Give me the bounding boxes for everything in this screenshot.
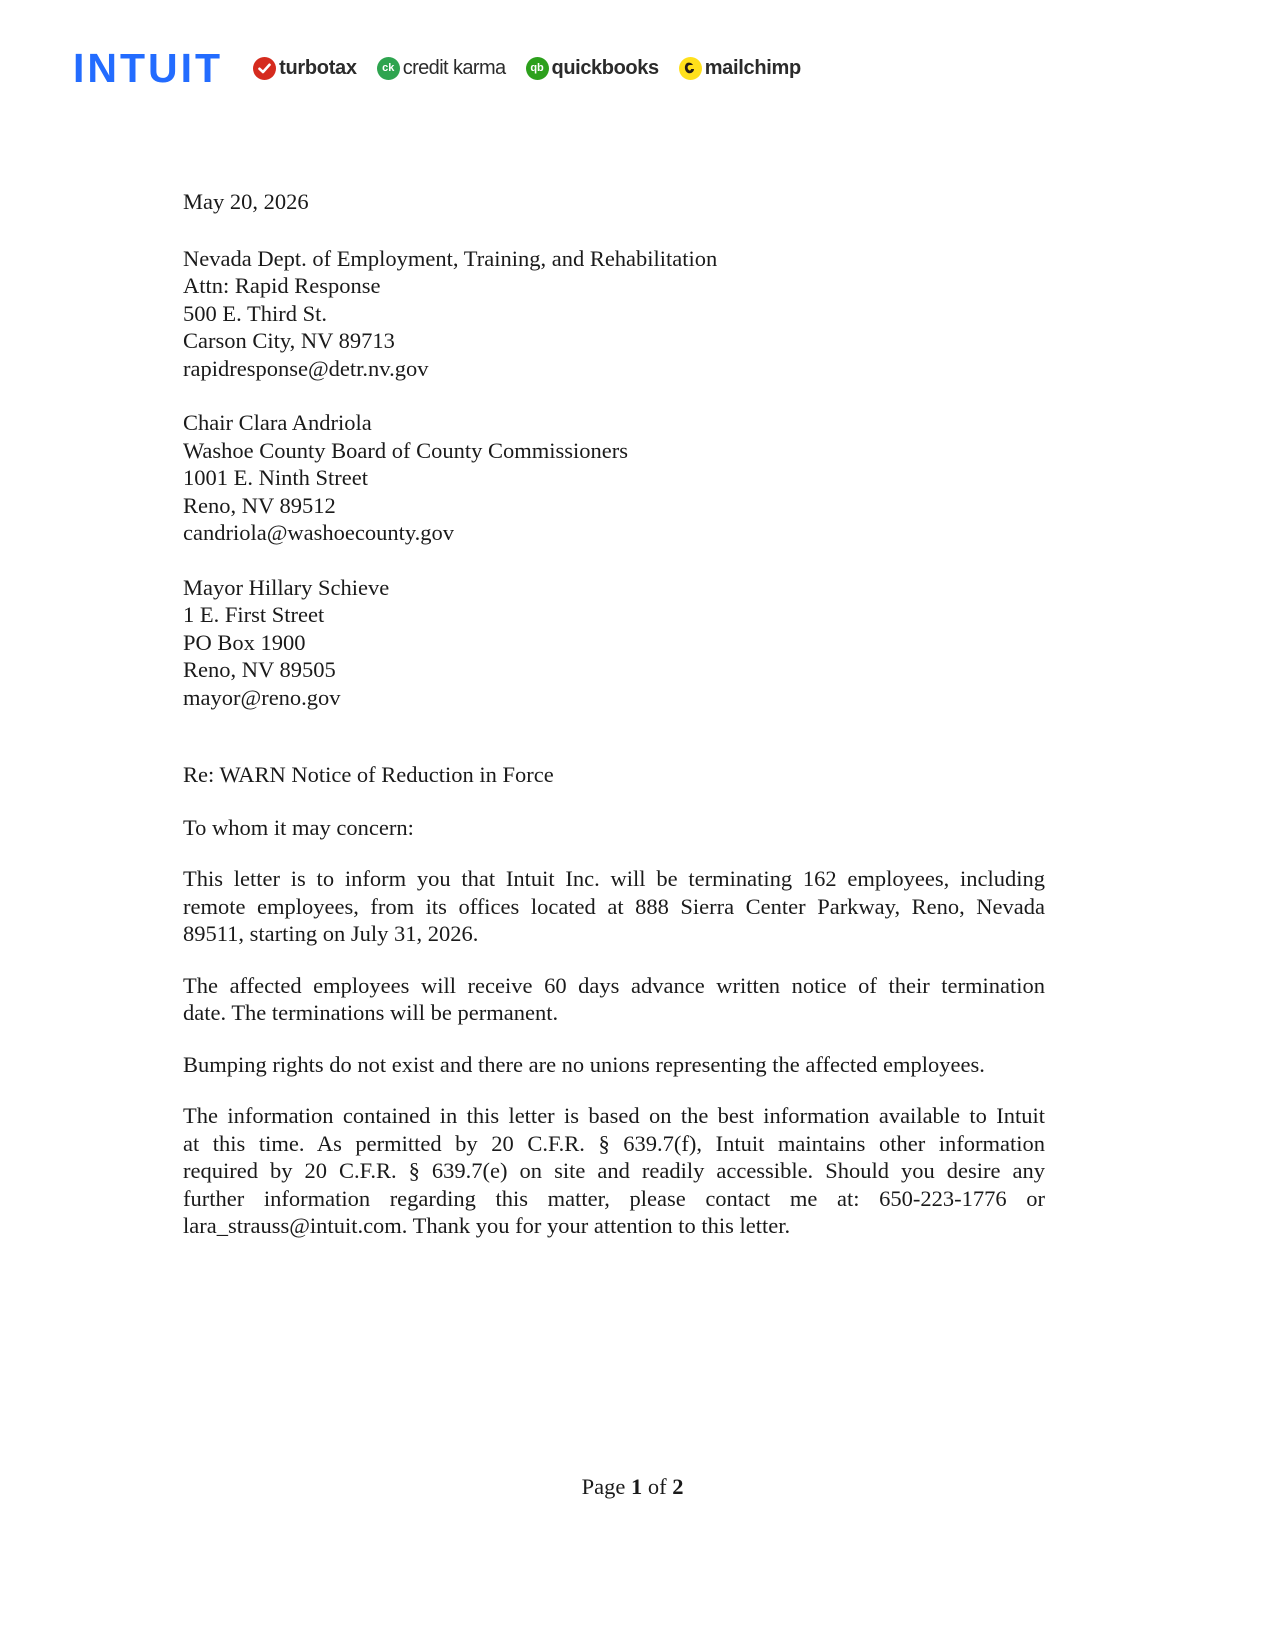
mailchimp-name: mailchimp [704,56,801,79]
paragraph-line: remote employees, from its offices located at 888 Sierra Center Parkway, Reno, Nevada [183,893,1045,919]
address-line: 1 E. First Street [183,602,325,627]
paragraph-line: Bumping rights do not exist and there are no unions representing the affected employees. [183,1051,985,1077]
address-email: candriola@washoecounty.gov [183,520,455,545]
freddie-icon [679,57,702,80]
mailchimp-logo [679,57,801,80]
quickbooks-logo [526,57,659,80]
address-line: Chair Clara Andriola [183,410,372,435]
recipient-address-detr [183,245,1045,383]
paragraph-line: lara_strauss@intuit.com. Thank you for your attention to this letter. [183,1213,791,1238]
total-pages: 2 [672,1474,684,1499]
paragraph-notice [183,972,1045,1027]
current-page: 1 [630,1474,643,1499]
address-line: Nevada Dept. of Employment, Training, and Rehabilitation [183,245,718,271]
address-line: Washoe County Board of County Commissioners [183,437,629,463]
turbotax-name: turbotax [279,56,357,79]
paragraph-line: further information regarding this matter, please contact me at: 650-223-1776 or [183,1185,1045,1211]
letter-date: May 20, 2026 [183,189,309,214]
qb-icon: qb [526,57,549,80]
recipient-address-reno-mayor [183,574,1045,712]
paragraph-termination-details [183,865,1045,948]
address-line: Attn: Rapid Response [183,273,381,298]
credit-karma-logo [377,57,506,80]
address-line: 1001 E. Ninth Street [183,465,368,490]
paragraph-line: This letter is to inform you that Intuit Inc. will be terminating 162 employees, including [183,866,1045,891]
paragraph-line: date. The terminations will be permanent. [183,1000,559,1025]
salutation: To whom it may concern: [183,814,414,840]
intuit-logo: INTUIT [73,44,224,91]
paragraph-line: required by 20 C.F.R. § 639.7(e) on site and readily accessible. Should you desire any [183,1158,1045,1183]
credit-karma-name: credit karma [402,56,506,79]
paragraph-bumping-rights [183,1051,1045,1079]
paragraph-contact-info [183,1102,1045,1240]
paragraph-line: 89511, starting on July 31, 2026. [183,921,479,946]
paragraph-line: The affected employees will receive 60 days advance written notice of their termination [183,972,1045,998]
address-line: Reno, NV 89512 [183,492,336,518]
address-line: Mayor Hillary Schieve [183,574,390,600]
subject-line: Re: WARN Notice of Reduction in Force [183,762,554,787]
recipient-address-washoe-county [183,409,1045,547]
address-line: Reno, NV 89505 [183,657,336,682]
of-label: of [647,1474,667,1499]
address-email: rapidresponse@detr.nv.gov [183,355,429,381]
letter-body [183,188,1045,1264]
turbotax-check-icon [253,57,276,80]
address-email: mayor@reno.gov [183,684,341,710]
address-line: PO Box 1900 [183,629,306,655]
turbotax-logo [253,57,357,80]
paragraph-line: The information contained in this letter is based on the best information available to Intuit [183,1103,1045,1128]
brand-bar [73,44,821,92]
page-number [0,1474,1265,1500]
address-line: Carson City, NV 89713 [183,328,395,353]
quickbooks-name: quickbooks [551,56,659,79]
address-line: 500 E. Third St. [183,300,327,326]
page-label: Page [581,1474,626,1499]
paragraph-line: at this time. As permitted by 20 C.F.R. § 639.7(f), Intuit maintains other information [183,1130,1045,1156]
ck-icon: ck [377,57,400,80]
